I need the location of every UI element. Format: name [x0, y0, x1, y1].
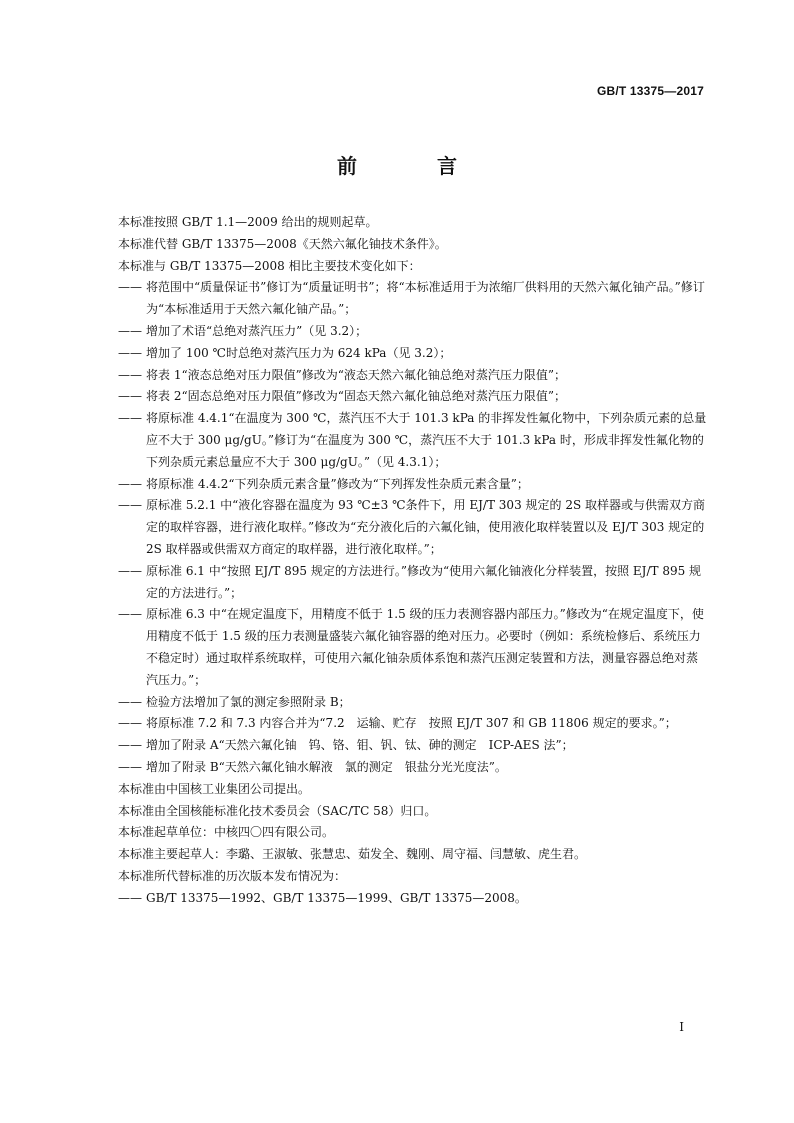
change-item	[118, 343, 708, 365]
change-item	[118, 408, 708, 473]
change-item	[118, 365, 708, 387]
change-text: 将原标准 4.4.1“在温度为 300 ℃，蒸汽压不大于 101.3 kPa 的非挥发性氟化物中，下列杂质元素的总量应不大于 300 μg/gU。”修订为“在温度为 300 ℃，蒸汽压不大于 101.3 kPa 时，形成非挥发性氟化物的下列杂质元素总量应不大于 300 μg/gU。”（见 4.3.1）；	[146, 411, 707, 469]
outro-paragraph: 本标准起草单位：中核四〇四有限公司。	[118, 825, 335, 840]
history-text: GB/T 13375—1992、GB/T 13375—1999、GB/T 13375—2008。	[146, 890, 527, 905]
page-title: 前 言	[337, 154, 487, 178]
change-text: 将范围中“质量保证书”修订为“质量证明书”；将“本标准适用于为浓缩厂供料用的天然六氟化铀产品。”修订为“本标准适用于天然六氟化铀产品。”；	[146, 280, 705, 317]
change-item	[118, 474, 708, 496]
change-item	[118, 713, 708, 735]
dash-mark: ——	[118, 890, 142, 905]
change-text: 原标准 6.3 中“在规定温度下，用精度不低于 1.5 级的压力表测容器内部压力。”修改为“在规定温度下，使用精度不低于 1.5 级的压力表测量盛装六氟化铀容器的绝对压力。必要时（例如：系统检修后、系统压力不稳定时）通过取样系统取样，可使用六氟化铀杂质体系饱和蒸汽压测定装置和方法，测量容器总绝对蒸汽压力。”；	[146, 607, 704, 687]
dash-mark: ——	[118, 389, 142, 404]
history-item	[118, 888, 708, 910]
outro-paragraph: 本标准主要起草人：李璐、王淑敏、张慧忠、茹发全、魏刚、周守福、闫慧敏、虎生君。	[118, 847, 587, 862]
change-item	[118, 495, 708, 560]
intro-paragraph: 本标准与 GB/T 13375—2008 相比主要技术变化如下：	[118, 258, 421, 273]
dash-mark: ——	[118, 759, 142, 774]
change-text: 将原标准 7.2 和 7.3 内容合并为“7.2 运输、贮存 按照 EJ/T 307 和 GB 11806 规定的要求。”；	[146, 716, 677, 731]
intro-paragraph: 本标准按照 GB/T 1.1—2009 给出的规则起草。	[118, 215, 378, 229]
change-text: 将表 2“固态总绝对压力限值”修改为“固态天然六氟化铀总绝对蒸汽压力限值”；	[146, 389, 566, 404]
dash-mark: ——	[118, 280, 142, 295]
change-item	[118, 735, 708, 757]
change-text: 增加了 100 ℃时总绝对蒸汽压力为 624 kPa（见 3.2）；	[146, 345, 452, 360]
change-item	[118, 386, 708, 408]
dash-mark: ——	[118, 563, 142, 578]
change-item	[118, 277, 708, 321]
outro-paragraph: 本标准由中国核工业集团公司提出。	[118, 781, 311, 796]
change-item	[118, 561, 708, 605]
dash-mark: ——	[118, 607, 142, 622]
change-text: 将表 1“液态总绝对压力限值”修改为“液态天然六氟化铀总绝对蒸汽压力限值”；	[146, 367, 566, 382]
dash-mark: ——	[118, 411, 142, 426]
change-item	[118, 692, 708, 714]
dash-mark: ——	[118, 498, 142, 513]
standard-code: GB/T 13375—2017	[596, 84, 704, 98]
change-text: 检验方法增加了氯的测定参照附录 B；	[146, 694, 351, 709]
change-item	[118, 321, 708, 343]
page-number: I	[679, 1020, 684, 1034]
change-text: 原标准 6.1 中“按照 EJ/T 895 规定的方法进行。”修改为“使用六氟化铀液化分样装置，按照 EJ/T 895 规定的方法进行。”；	[146, 563, 702, 600]
dash-mark: ——	[118, 323, 142, 338]
dash-mark: ——	[118, 367, 142, 382]
change-item	[118, 604, 708, 691]
change-text: 原标准 5.2.1 中“液化容器在温度为 93 ℃±3 ℃条件下，用 EJ/T 303 规定的 2S 取样器或与供需双方商定的取样容器，进行液化取样。”修改为“充分液化后的六氟化铀，使用液化取样装置以及 EJ/T 303 规定的 2S 取样器或供需双方商定的取样器，进行液化取样。”；	[146, 498, 705, 556]
change-text: 增加了术语“总绝对蒸汽压力”（见 3.2）；	[146, 323, 368, 338]
dash-mark: ——	[118, 716, 142, 731]
outro-paragraph: 本标准所代替标准的历次版本发布情况为：	[118, 868, 347, 883]
outro-paragraph: 本标准由全国核能标准化技术委员会（SAC/TC 58）归口。	[118, 803, 437, 818]
change-text: 增加了附录 A“天然六氟化铀 钨、铬、钼、钒、钛、砷的测定 ICP-AES 法”；	[146, 738, 574, 753]
intro-paragraph: 本标准代替 GB/T 13375—2008《天然六氟化铀技术条件》。	[118, 236, 447, 251]
dash-mark: ——	[118, 738, 142, 753]
change-item	[118, 757, 708, 779]
document-body	[118, 212, 708, 910]
dash-mark: ——	[118, 694, 142, 709]
dash-mark: ——	[118, 345, 142, 360]
dash-mark: ——	[118, 476, 142, 491]
change-text: 将原标准 4.4.2“下列杂质元素含量”修改为“下列挥发性杂质元素含量”；	[146, 476, 529, 491]
change-text: 增加了附录 B“天然六氟化铀水解液 氯的测定 银盐分光光度法”。	[146, 759, 507, 774]
